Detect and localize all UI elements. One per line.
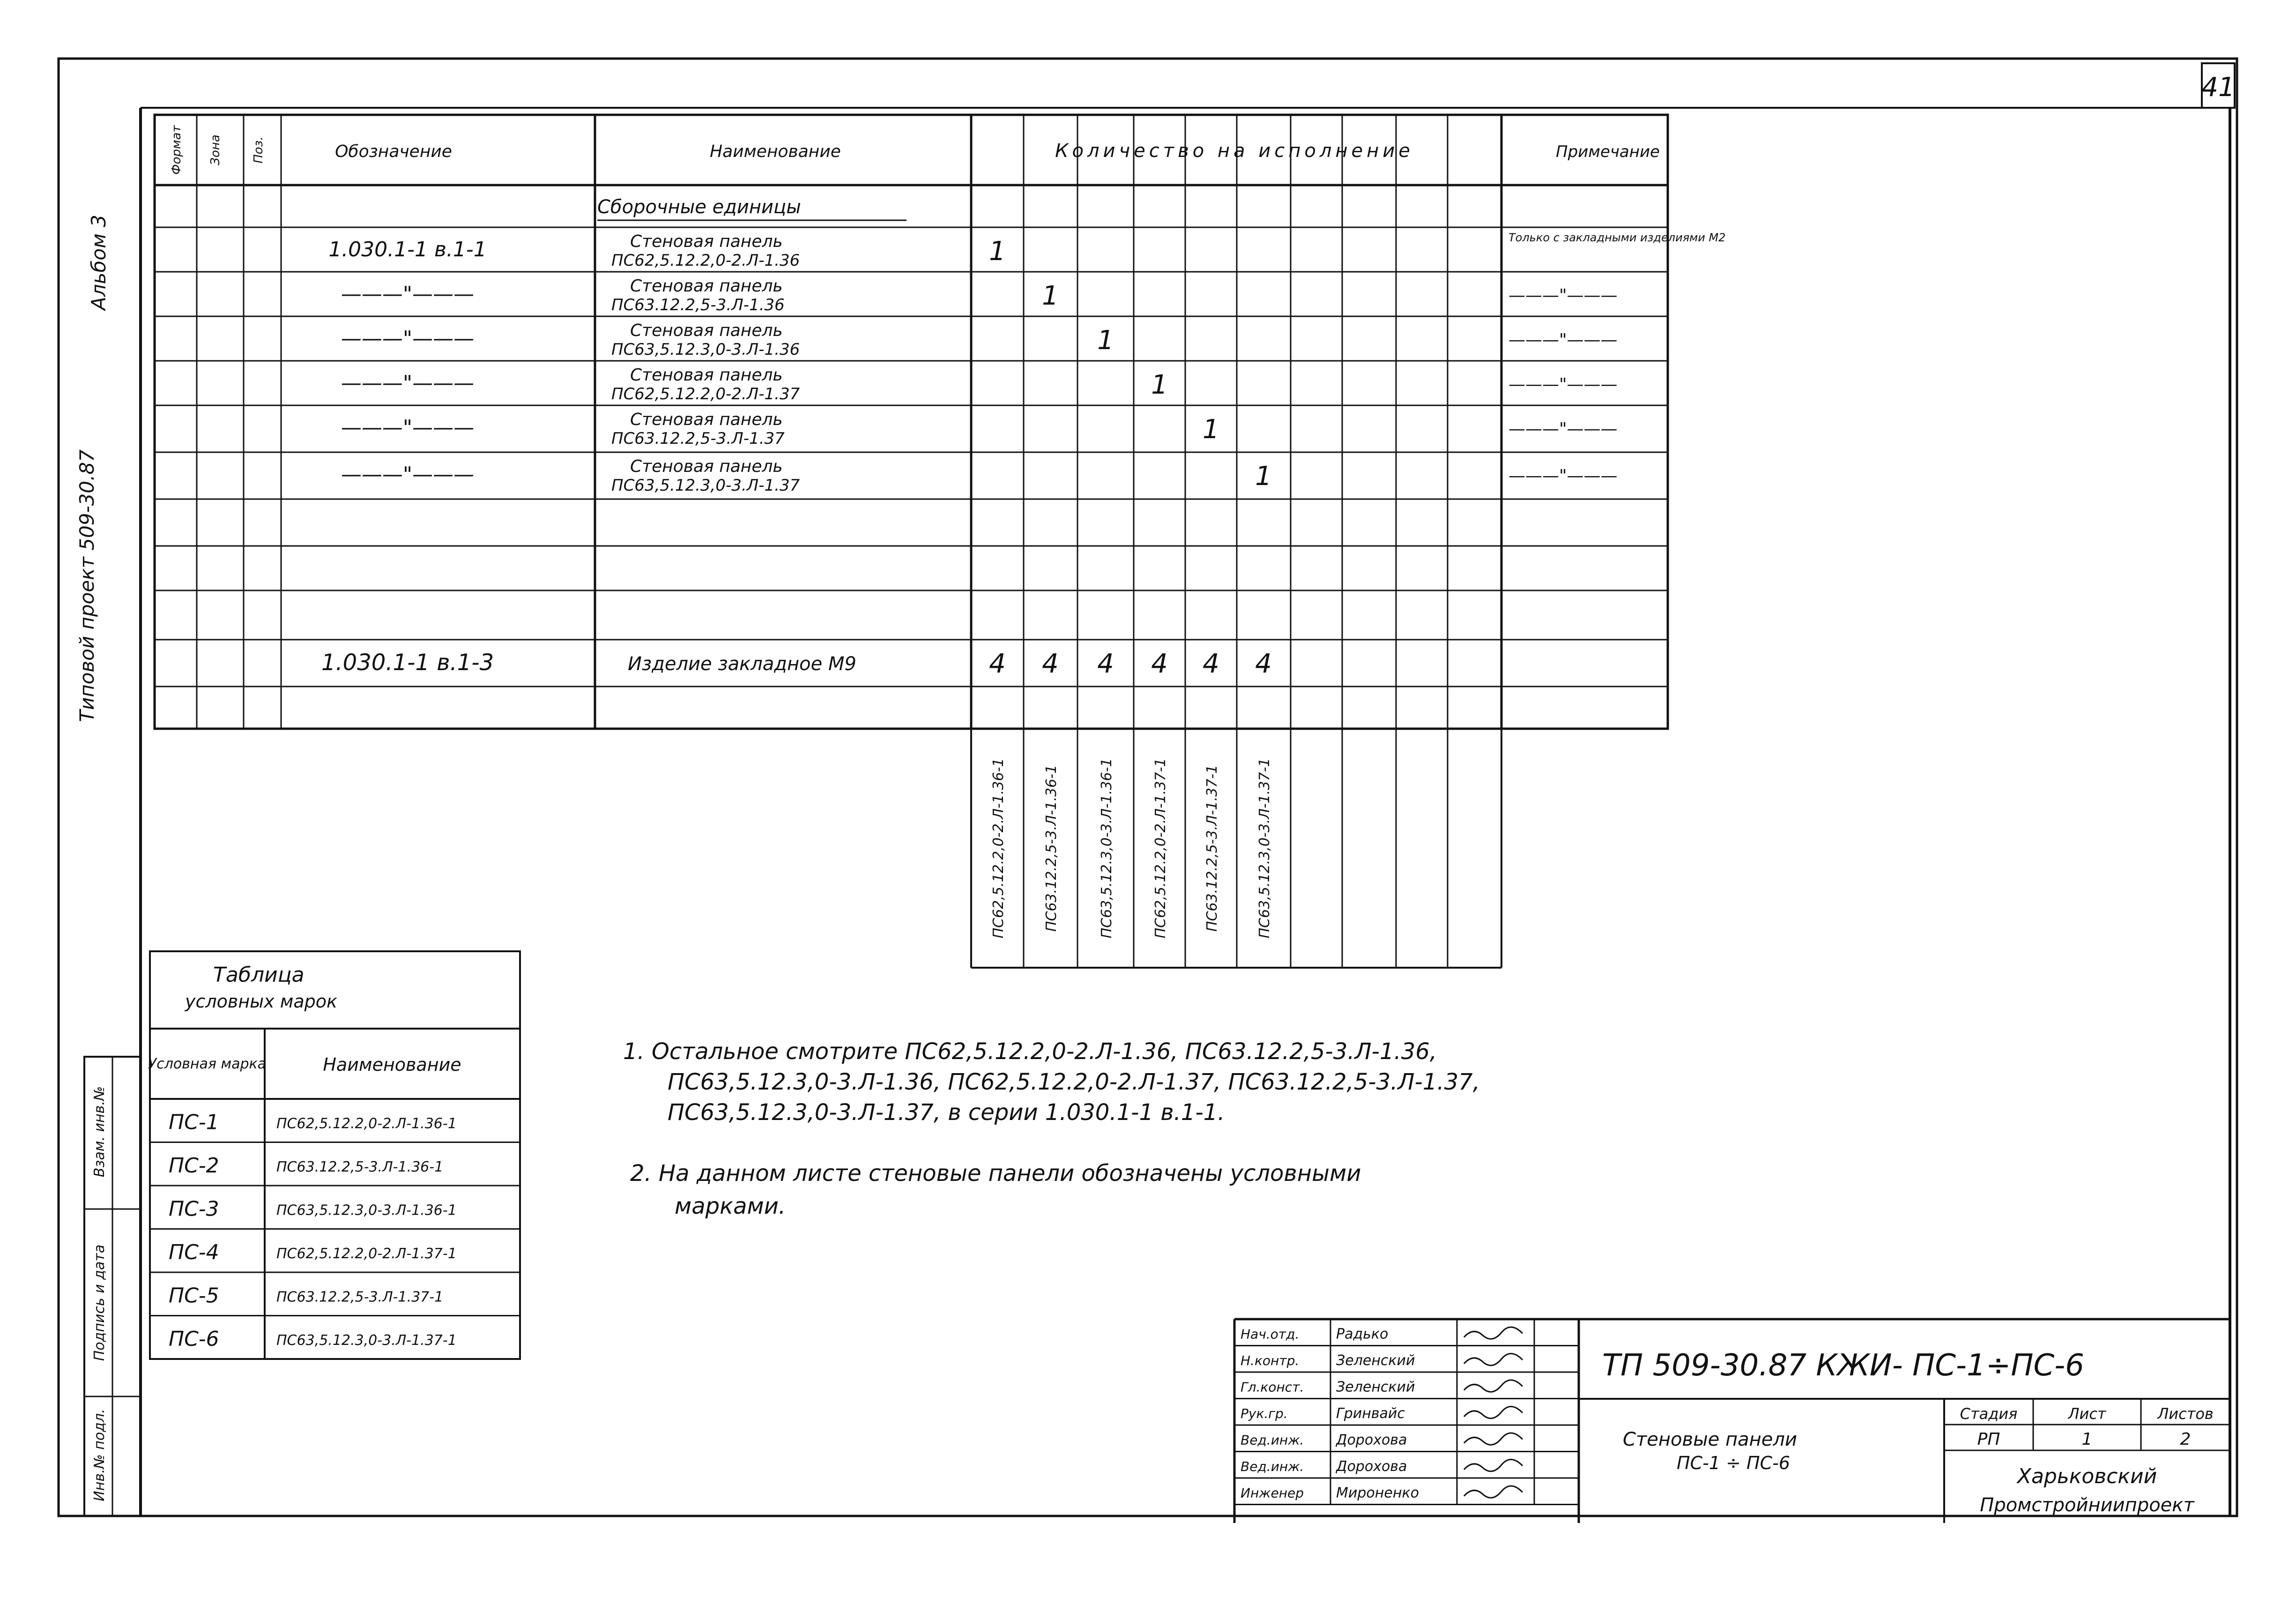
item-row-name: Изделие закладное М9 xyxy=(628,653,856,675)
note-2-line-1: 2. На данном листе стеновые панели обозначены условными xyxy=(630,1160,1361,1187)
panel-row-qty: 1 xyxy=(1151,370,1168,400)
variant-header: ПС62,5.12.2,0-2.Л-1.36-1 xyxy=(990,758,1007,939)
variant-header: ПС63,5.12.3,0-3.Л-1.37-1 xyxy=(1256,758,1273,939)
staff-signature xyxy=(1464,1380,1523,1392)
item-row-qty: 4 xyxy=(1097,649,1114,679)
staff-role: Нач.отд. xyxy=(1241,1326,1300,1342)
staff-role: Н.контр. xyxy=(1241,1353,1300,1368)
org-line-2: Промстройниипроект xyxy=(1980,1494,2194,1516)
variant-headers xyxy=(971,729,1501,968)
item-row-qty: 4 xyxy=(1255,649,1272,679)
drawing-code: ТП 509-30.87 КЖИ- ПС-1÷ПС-6 xyxy=(1602,1348,2084,1383)
approval-replace-label: Взам. инв.№ xyxy=(91,1086,108,1178)
head-zone: Зона xyxy=(208,134,223,165)
item-row-designation: 1.030.1-1 в.1-3 xyxy=(321,649,494,676)
panel-row-qty: 1 xyxy=(1042,281,1059,311)
marks-row-name: ПС62,5.12.2,0-2.Л-1.37-1 xyxy=(276,1246,457,1262)
panel-row-designation: 1.030.1-1 в.1-1 xyxy=(328,238,487,261)
panel-row-designation: ———"——— xyxy=(341,416,475,440)
approval-inv-label: Инв.№ подл. xyxy=(91,1409,108,1501)
staff-signature xyxy=(1464,1459,1523,1471)
head-pos: Поз. xyxy=(252,136,266,164)
staff-role: Вед.инж. xyxy=(1241,1459,1304,1474)
panel-row-mark: ПС63,5.12.3,0-3.Л-1.36 xyxy=(611,340,800,359)
stage-value: РП xyxy=(1977,1430,2000,1449)
marks-head-mark: Условная марка xyxy=(148,1056,267,1072)
staff-signature xyxy=(1464,1486,1523,1498)
panel-row-qty: 1 xyxy=(989,236,1006,267)
panel-row-name: Стеновая панель xyxy=(630,366,783,385)
note-2-line-2: марками. xyxy=(675,1193,786,1219)
panel-row-name: Стеновая панель xyxy=(630,457,783,476)
stage-label: Стадия xyxy=(1960,1405,2018,1423)
staff-name: Гринвайс xyxy=(1336,1405,1405,1422)
staff-signature xyxy=(1464,1433,1523,1445)
marks-row-mark: ПС-3 xyxy=(169,1197,219,1221)
item-row-qty: 4 xyxy=(989,649,1006,679)
panel-row-mark: ПС62,5.12.2,0-2.Л-1.36 xyxy=(611,251,800,270)
note-1-line-2: ПС63,5.12.3,0-3.Л-1.36, ПС62,5.12.2,0-2.Л-1.37, ПС63.12.2,5-3.Л-1.37, xyxy=(668,1069,1480,1095)
marks-row-mark: ПС-1 xyxy=(169,1110,219,1135)
sheet-title-2: ПС-1 ÷ ПС-6 xyxy=(1677,1453,1790,1473)
head-format: Формат xyxy=(170,125,184,175)
marks-rows xyxy=(150,1111,520,1351)
panel-row-designation: ———"——— xyxy=(341,282,475,306)
staff-name: Радько xyxy=(1336,1326,1389,1343)
head-designation: Обозначение xyxy=(335,142,452,161)
item-row-qty: 4 xyxy=(1042,649,1059,679)
variant-header: ПС62,5.12.2,0-2.Л-1.37-1 xyxy=(1152,758,1169,939)
album-side-label: Альбом 3 xyxy=(87,215,110,310)
marks-title-1: Таблица xyxy=(213,963,305,987)
panel-row-mark: ПС63.12.2,5-3.Л-1.36 xyxy=(611,296,785,314)
section-title: Сборочные единицы xyxy=(597,196,801,218)
panel-row-note: Только с закладными изделиями М2 xyxy=(1508,231,1726,244)
staff-signature xyxy=(1464,1327,1523,1339)
panel-row-note: ———"——— xyxy=(1508,286,1618,305)
panel-row-name: Стеновая панель xyxy=(630,232,783,251)
note-1-line-3: ПС63,5.12.3,0-3.Л-1.37, в серии 1.030.1-1 в.1-1. xyxy=(668,1099,1225,1126)
staff-signature xyxy=(1464,1353,1523,1365)
marks-head-name: Наименование xyxy=(323,1054,461,1075)
panel-row-qty: 1 xyxy=(1255,461,1272,492)
marks-row-name: ПС63.12.2,5-3.Л-1.37-1 xyxy=(276,1289,444,1306)
panel-row-name: Стеновая панель xyxy=(630,276,783,296)
marks-row-mark: ПС-2 xyxy=(169,1154,219,1178)
staff-signature xyxy=(1464,1406,1523,1418)
sheet-label: Лист xyxy=(2068,1405,2106,1423)
staff-role: Гл.конст. xyxy=(1241,1379,1304,1395)
staff-name: Зеленский xyxy=(1336,1379,1415,1396)
item-row-qty: 4 xyxy=(1203,649,1219,679)
head-note: Примечание xyxy=(1556,142,1660,161)
staff-name: Мироненко xyxy=(1336,1485,1419,1501)
project-side-label: Типовой проект 509-30.87 xyxy=(75,449,98,722)
note-1-line-1: 1. Остальное смотрите ПС62,5.12.2,0-2.Л-1.36, ПС63.12.2,5-3.Л-1.36, xyxy=(623,1038,1437,1065)
staff-role: Инженер xyxy=(1241,1485,1304,1501)
panel-row-qty: 1 xyxy=(1097,325,1114,356)
staff-name: Зеленский xyxy=(1336,1352,1415,1369)
marks-row-name: ПС63.12.2,5-3.Л-1.36-1 xyxy=(276,1159,444,1175)
variant-header: ПС63,5.12.3,0-3.Л-1.36-1 xyxy=(1099,758,1115,939)
marks-row-mark: ПС-4 xyxy=(169,1240,219,1264)
panel-row-mark: ПС63,5.12.3,0-3.Л-1.37 xyxy=(611,476,800,495)
head-name: Наименование xyxy=(710,142,841,161)
sheet-title-1: Стеновые панели xyxy=(1623,1429,1797,1450)
marks-row-mark: ПС-5 xyxy=(169,1284,219,1308)
variant-header: ПС63.12.2,5-3.Л-1.37-1 xyxy=(1204,764,1220,932)
marks-row-name: ПС62,5.12.2,0-2.Л-1.36-1 xyxy=(276,1115,457,1132)
staff-name: Дорохова xyxy=(1336,1432,1407,1448)
marks-row-mark: ПС-6 xyxy=(169,1327,219,1351)
panel-row-designation: ———"——— xyxy=(341,327,475,351)
staff-name: Дорохова xyxy=(1336,1458,1407,1475)
panel-row-note: ———"——— xyxy=(1508,419,1618,439)
panel-row-designation: ———"——— xyxy=(341,463,475,486)
panel-row-note: ———"——— xyxy=(1508,330,1618,350)
panel-row-qty: 1 xyxy=(1203,414,1219,445)
panel-row-mark: ПС63.12.2,5-3.Л-1.37 xyxy=(611,429,785,448)
head-quantity: Количество на исполнение xyxy=(1055,140,1414,162)
panel-row-name: Стеновая панель xyxy=(630,410,783,429)
panel-row-designation: ———"——— xyxy=(341,371,475,395)
panel-row-mark: ПС62,5.12.2,0-2.Л-1.37 xyxy=(611,385,800,403)
sheets-label: Листов xyxy=(2157,1405,2214,1423)
marks-title-2: условных марок xyxy=(185,991,338,1012)
marks-row-name: ПС63,5.12.3,0-3.Л-1.36-1 xyxy=(276,1202,457,1219)
sheet-number: 41 xyxy=(2201,72,2235,103)
notes xyxy=(623,1038,1480,1219)
approval-sign-label: Подпись и дата xyxy=(91,1244,108,1361)
panel-row-note: ———"——— xyxy=(1508,375,1618,394)
panel-row-name: Стеновая панель xyxy=(630,321,783,340)
item-row-qty: 4 xyxy=(1151,649,1168,679)
staff-role: Рук.гр. xyxy=(1241,1406,1288,1421)
org-line-1: Харьковский xyxy=(2017,1464,2157,1488)
staff-rows xyxy=(1234,1326,1579,1505)
staff-role: Вед.инж. xyxy=(1241,1432,1304,1448)
sheet-value: 1 xyxy=(2081,1430,2093,1449)
variant-header: ПС63.12.2,5-3.Л-1.36-1 xyxy=(1043,764,1060,932)
marks-row-name: ПС63,5.12.3,0-3.Л-1.37-1 xyxy=(276,1332,457,1349)
sheets-value: 2 xyxy=(2180,1430,2191,1449)
panel-row-note: ———"——— xyxy=(1508,466,1618,485)
